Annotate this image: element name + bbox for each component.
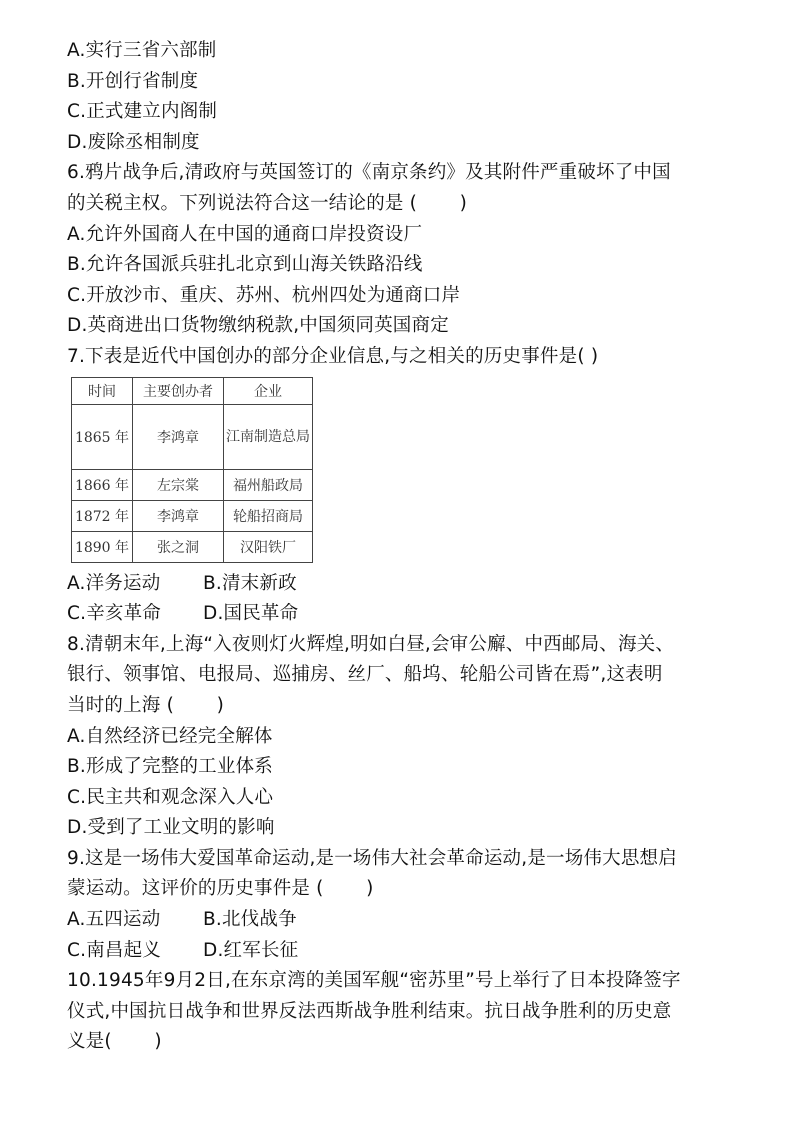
q5-option-c: C.正式建立内阁制: [67, 101, 218, 123]
question-8: [67, 630, 737, 844]
table-cell-enterprise: 轮船招商局: [224, 500, 313, 531]
q10-stem-line-3: 义是( ): [67, 1031, 162, 1053]
q9-stem-line-1: 9.这是一场伟大爱国革命运动,是一场伟大社会革命运动,是一场伟大思想启: [67, 847, 677, 869]
table-cell-founder: 左宗棠: [133, 469, 224, 500]
q7-option-c: C.辛亥革命: [67, 603, 161, 625]
table-row: [72, 531, 313, 562]
q7-stem: 7.下表是近代中国创办的部分企业信息,与之相关的历史事件是( ): [67, 345, 599, 367]
table-cell-founder: 李鸿章: [133, 500, 224, 531]
q9-option-a: A.五四运动: [67, 909, 161, 931]
q6-option-b: B.允许各国派兵驻扎北京到山海关铁路沿线: [67, 254, 423, 276]
table-cell-time: 1866 年: [72, 469, 133, 500]
question-5-options: [67, 36, 737, 158]
table-header-time: 时间: [72, 377, 133, 404]
table-cell-time: 1872 年: [72, 500, 133, 531]
q7-option-d: D.国民革命: [203, 603, 299, 625]
table-row: [72, 500, 313, 531]
q8-option-a: A.自然经济已经完全解体: [67, 725, 273, 747]
q9-option-b: B.北伐战争: [203, 909, 297, 931]
q9-options-row-1: [67, 905, 737, 936]
q9-options-row-2: [67, 936, 737, 967]
table-row: [72, 469, 313, 500]
table-cell-enterprise: 汉阳铁厂: [224, 531, 313, 562]
q8-option-d: D.受到了工业文明的影响: [67, 817, 275, 839]
q5-option-a: A.实行三省六部制: [67, 40, 217, 61]
table-cell-time: 1890 年: [72, 531, 133, 562]
table-cell-founder: 张之洞: [133, 531, 224, 562]
enterprise-table: [71, 377, 313, 563]
q7-option-a: A.洋务运动: [67, 572, 161, 594]
q8-stem-line-2: 银行、领事馆、电报局、巡捕房、丝厂、船坞、轮船公司皆在焉”,这表明: [67, 664, 663, 686]
q10-stem-line-2: 仪式,中国抗日战争和世界反法西斯战争胜利结束。抗日战争胜利的历史意: [67, 1000, 672, 1022]
q6-option-d: D.英商进出口货物缴纳税款,中国须同英国商定: [67, 315, 449, 337]
q5-option-d: D.废除丞相制度: [67, 131, 200, 153]
q10-stem-line-1: 10.1945年9月2日,在东京湾的美国军舰“密苏里”号上举行了日本投降签字: [67, 970, 681, 992]
q9-stem-line-2: 蒙运动。这评价的历史事件是 ( ): [67, 878, 374, 900]
q6-option-c: C.开放沙市、重庆、苏州、杭州四处为通商口岸: [67, 284, 461, 306]
q8-option-c: C.民主共和观念深入人心: [67, 786, 274, 808]
q6-stem-line-1: 6.鸦片战争后,清政府与英国签订的《南京条约》及其附件严重破坏了中国: [67, 162, 671, 184]
table-cell-enterprise: 江南制造总局: [224, 404, 313, 469]
q5-option-b: B.开创行省制度: [67, 70, 199, 92]
question-6: [67, 158, 737, 342]
question-7: [67, 342, 737, 630]
q9-option-c: C.南昌起义: [67, 939, 161, 961]
table-row: [72, 404, 313, 469]
q8-stem-line-1: 8.清朝末年,上海“入夜则灯火辉煌,明如白昼,会审公廨、中西邮局、海关、: [67, 633, 675, 655]
table-cell-founder: 李鸿章: [133, 404, 224, 469]
q7-option-b: B.清末新政: [203, 572, 297, 594]
table-cell-time: 1865 年: [72, 404, 133, 469]
table-header-row: [72, 377, 313, 404]
q7-options-row-1: [67, 569, 737, 600]
table-header-enterprise: 企业: [224, 377, 313, 404]
q6-stem-line-2: 的关税主权。下列说法符合这一结论的是 ( ): [67, 192, 468, 214]
q8-option-b: B.形成了完整的工业体系: [67, 756, 273, 778]
exam-page: [67, 36, 737, 1058]
table-header-founder: 主要创办者: [133, 377, 224, 404]
q8-stem-line-3: 当时的上海 ( ): [67, 694, 224, 716]
table-cell-enterprise: 福州船政局: [224, 469, 313, 500]
q7-options-row-2: [67, 599, 737, 630]
q9-option-d: D.红军长征: [203, 939, 299, 961]
question-10: [67, 966, 737, 1058]
q6-option-a: A.允许外国商人在中国的通商口岸投资设厂: [67, 223, 423, 245]
question-9: [67, 844, 737, 966]
